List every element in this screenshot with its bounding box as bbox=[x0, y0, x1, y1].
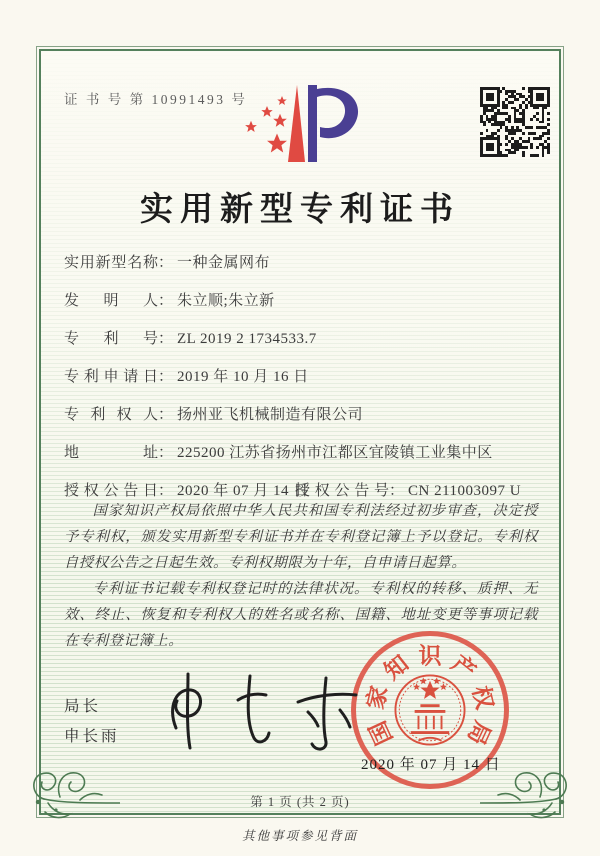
certificate-title: 实用新型专利证书 bbox=[140, 192, 460, 228]
seal-character: 家 bbox=[362, 683, 393, 712]
seal-character: 国 bbox=[364, 717, 398, 749]
colon: ： bbox=[158, 255, 174, 271]
field-filing-date bbox=[64, 365, 542, 403]
colon: ： bbox=[158, 445, 174, 461]
field-inventors bbox=[64, 289, 542, 327]
colon: ： bbox=[158, 293, 174, 309]
colon: ： bbox=[158, 483, 174, 499]
legal-text bbox=[64, 498, 538, 654]
field-utility-model-name bbox=[64, 251, 542, 289]
seal-character: 权 bbox=[467, 683, 498, 712]
field-grant-publication-number bbox=[295, 479, 521, 500]
seal-character: 局 bbox=[462, 717, 496, 749]
field-list bbox=[64, 251, 542, 517]
field-label: 实用新型名称 bbox=[64, 255, 158, 271]
seal-character: 产 bbox=[446, 650, 481, 685]
field-label: 专利申请日 bbox=[64, 369, 158, 385]
seal-date: 2020 年 07 月 14 日 bbox=[361, 757, 501, 773]
field-value: CN 211003097 U bbox=[408, 483, 522, 499]
field-value: ZL 2019 2 1734533.7 bbox=[177, 331, 317, 347]
field-label: 发明人 bbox=[64, 293, 158, 309]
certificate-number: 证 书 号 第 10991493 号 bbox=[64, 92, 248, 107]
director-signature-handwriting bbox=[146, 664, 384, 764]
national-emblem-icon bbox=[382, 662, 478, 758]
field-value: 2020 年 07 月 14 日 bbox=[177, 483, 309, 499]
colon: ： bbox=[389, 483, 405, 499]
field-value: 2019 年 10 月 16 日 bbox=[177, 369, 309, 385]
back-side-note: 其他事项参见背面 bbox=[241, 829, 358, 843]
field-value: 一种金属网布 bbox=[177, 255, 271, 271]
seal-character: 知 bbox=[379, 650, 414, 685]
qr-code bbox=[480, 87, 550, 157]
field-label: 授权公告日 bbox=[64, 483, 158, 499]
legal-paragraph: 国家知识产权局依照中华人民共和国专利法经过初步审查，决定授予专利权，颁发实用新型专利证书并在专利登记簿上予以登记。专利权自授权公告之日起生效。专利权期限为十年，自申请日起算。 bbox=[64, 503, 538, 571]
signer-title: 局长 bbox=[64, 698, 102, 715]
field-label: 授权公告号 bbox=[295, 483, 389, 499]
field-patentee bbox=[64, 403, 542, 441]
cnipa-logo-icon bbox=[231, 82, 367, 176]
corner-flourish-icon bbox=[480, 740, 572, 822]
corner-flourish-icon bbox=[28, 740, 120, 822]
field-patent-number bbox=[64, 327, 542, 365]
colon: ： bbox=[158, 407, 174, 423]
field-address bbox=[64, 441, 542, 479]
field-value: 朱立顺;朱立新 bbox=[177, 293, 275, 309]
field-label: 专利号 bbox=[64, 331, 158, 347]
signer-name: 申长雨 bbox=[64, 728, 120, 745]
page-number: 第 1 页 (共 2 页) bbox=[250, 795, 350, 809]
field-value: 225200 江苏省扬州市江都区宜陵镇工业集中区 bbox=[177, 445, 493, 461]
field-value: 扬州亚飞机械制造有限公司 bbox=[177, 407, 364, 423]
field-grant-date bbox=[64, 483, 309, 499]
colon: ： bbox=[158, 369, 174, 385]
field-label: 专利权人 bbox=[64, 407, 158, 423]
field-label: 地址 bbox=[64, 445, 158, 461]
colon: ： bbox=[158, 331, 174, 347]
seal-character: 识 bbox=[418, 643, 442, 669]
legal-paragraph: 专利证书记载专利权登记时的法律状况。专利权的转移、质押、无效、终止、恢复和专利权人的姓名或名称、国籍、地址变更等事项记载在专利登记簿上。 bbox=[64, 581, 538, 649]
